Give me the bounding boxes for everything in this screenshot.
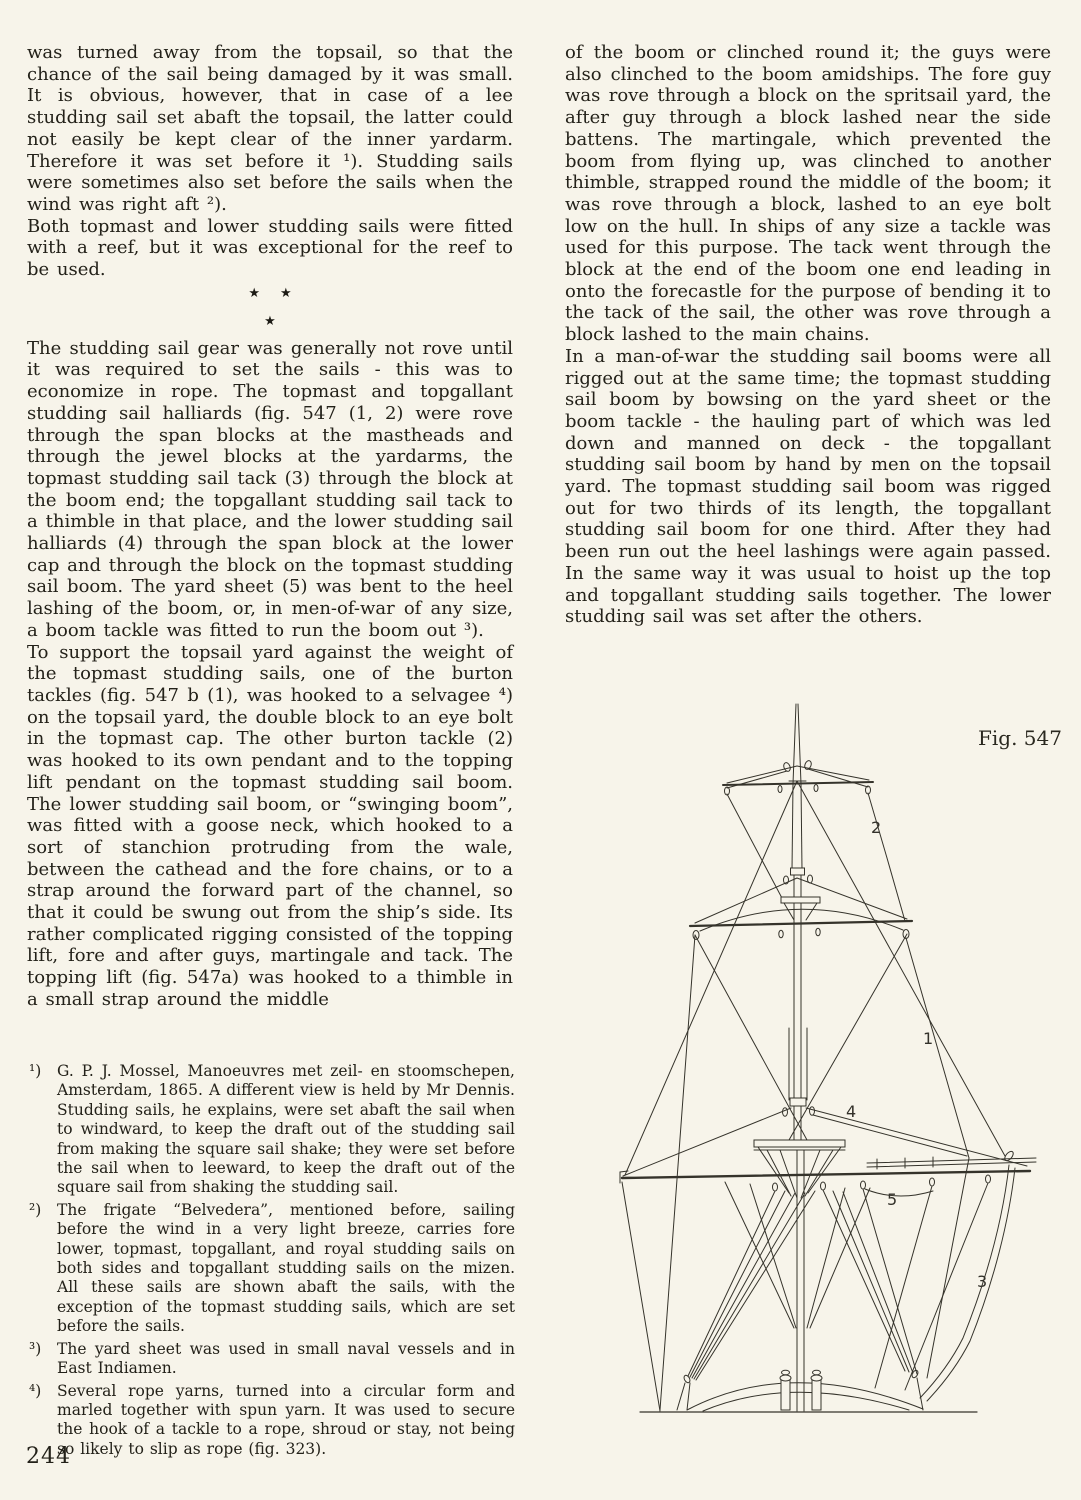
- footnote: [27, 1340, 515, 1379]
- page-number: 244: [26, 1444, 71, 1469]
- figure-label-5: 5: [887, 1190, 898, 1209]
- star-icon: ★: [264, 313, 276, 329]
- paragraph: was turned away from the topsail, so that the chance of the sail being damaged by it was small. It is obvious, however, that in case of a lee studding sail set abaft the topsail, the latter could not easily be kept clear of the inner yardarm. Therefore it was set before it ¹). Studding sails were sometimes also set before the sails when the wind was right aft ²).: [27, 42, 513, 215]
- paragraph: of the boom or clinched round it; the guys were also clinched to the boom amidships. The fore guy was rove through a block on the spritsail yard, the after guy through a block lashed near the side battens. The martingale, which prevented the boom from flying up, was clinched to another thimble, strapped round the middle of the boom; it was rove through a block, lashed to an eye bolt low on the hull. In ships of any size a tackle was used for this purpose. The tack went through the block at the end of the boom one end leading in onto the forecastle for the purpose of bending it to the tack of the sail, the other was rove through a block lashed to the main chains.: [565, 42, 1051, 346]
- footnote: [27, 1201, 515, 1337]
- footnote: [27, 1382, 515, 1460]
- figure-label-4: 4: [846, 1102, 857, 1121]
- figure-label-2: 2: [871, 818, 882, 837]
- footnote-marker: ³): [29, 1339, 42, 1358]
- paragraph: The studding sail gear was generally not rove until it was required to set the sails - this was to economize in rope. The topmast and topgallant studding sail halliards (fig. 547 (1, 2) were rove through the span blocks at the mastheads and through the jewel blocks at the yardarms, the topmast studding sail tack (3) through the block at the boom end; the topgallant studding sail tack to a thimble in that place, and the lower studding sail halliards (4) through the span block at the lower cap and through the block on the topmast studding sail boom. The yard sheet (5) was bent to the heel lashing of the boom, or, in men-of-war of any size, a boom tackle was fitted to run the boom out ³).: [27, 337, 513, 641]
- footnote-text: The yard sheet was used in small naval vessels and in East Indiamen.: [57, 1339, 515, 1378]
- paragraph: To support the topsail yard against the weight of the topmast studding sails, one of the burton tackles (fig. 547 b (1), was hooked to a selvagee ⁴) on the topsail yard, the double block to an eye bolt in the topmast cap. The other burton tackle (2) was hooked to its own pendant and to the topping lift pendant on the topmast studding sail boom. The lower studding sail boom, or “swinging boom”, was fitted with a goose neck, which hooked to a sort of stanchion protruding from the wale, between the cathead and the fore chains, or to a strap around the forward part of the channel, so that it could be swung out from the ship’s side. Its rather complicated rigging consisted of the topping lift, fore and after guys, martingale and tack. The topping lift (fig. 547a) was hooked to a thimble in a small strap around the middle: [27, 641, 513, 1010]
- figure-label-3: 3: [977, 1272, 988, 1291]
- star-icon: ★: [248, 285, 260, 301]
- footnotes-block: [27, 1062, 515, 1462]
- rigging-diagram: [575, 688, 1063, 1460]
- footnote-text: G. P. J. Mossel, Manoeuvres met zeil- en stoomschepen, Amsterdam, 1865. A different view is held by Mr Dennis. Studding sails, he explains, were set abaft the sail when to windward, to keep the draft out of the studding sail from making the square sail shake; they were set before the sail when to leeward, to keep the draft out of the square sail from shaking the studding sail.: [57, 1062, 515, 1197]
- footnote-text: Several rope yarns, turned into a circular form and marled together with spun yarn. It was used to secure the hook of a tackle to a rope, shroud or stay, not being so likely to slip as rope (fig. 323).: [57, 1381, 515, 1458]
- paragraph: In a man-of-war the studding sail booms were all rigged out at the same time; the topmast studding sail boom by bowsing on the yard sheet or the boom tackle - the hauling part of which was led down and manned on deck - the topgallant studding sail boom by hand by men on the topsail yard. The topmast studding sail boom was rigged out for two thirds of its length, the topgallant studding sail boom for one third. After they had been run out the heel lashings were again passed. In the same way it was usual to hoist up the top and topgallant studding sails together. The lower studding sail was set after the others.: [565, 345, 1051, 628]
- figure-label-1: 1: [923, 1029, 934, 1048]
- right-column: [565, 42, 1051, 628]
- footnote-marker: ²): [29, 1200, 42, 1219]
- footnote-text: The frigate “Belvedera”, mentioned before, sailing before the wind in a very light breeze, carries fore lower, topmast, topgallant, and royal studding sails on both sides and topgallant studding sails on the mizen. All these sails are shown abaft the sails, with the exception of the topmast studding sails, which are set before the sails.: [57, 1200, 515, 1336]
- figure-caption: Fig. 547: [978, 726, 1062, 750]
- star-icon: ★: [280, 285, 292, 301]
- star-separator: [27, 285, 513, 330]
- left-column: [27, 42, 513, 1011]
- footnote-marker: ¹): [29, 1062, 42, 1080]
- footnote-marker: ⁴): [29, 1381, 42, 1400]
- paragraph: Both topmast and lower studding sails were fitted with a reef, but it was exceptional for the reef to be used.: [27, 215, 513, 281]
- footnote: [27, 1062, 515, 1198]
- figure-547: [575, 688, 1063, 1460]
